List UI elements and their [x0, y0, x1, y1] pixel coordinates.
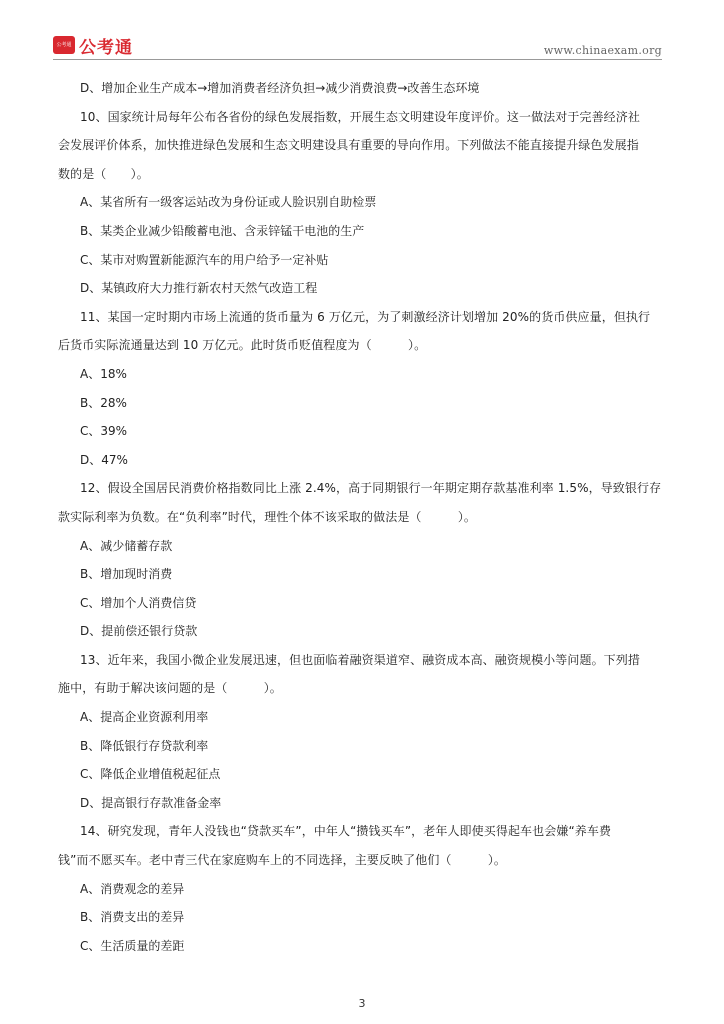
logo-badge-icon: 公考通: [53, 36, 75, 54]
answer-option: B、消费支出的差异: [80, 910, 185, 925]
question-text: 10、国家统计局每年公布各省份的绿色发展指数，开展生态文明建设年度评价。这一做法对于完善经济社: [80, 109, 640, 124]
answer-option: A、18%: [80, 366, 127, 381]
answer-option: A、减少储蓄存款: [80, 538, 173, 553]
answer-option: C、生活质量的差距: [80, 938, 185, 953]
answer-option: C、增加个人消费信贷: [80, 595, 197, 610]
question-text-continued: 施中，有助于解决该问题的是（ ）。: [58, 681, 282, 696]
answer-option: D、提前偿还银行贷款: [80, 624, 198, 639]
answer-option: A、消费观念的差异: [80, 881, 185, 896]
answer-option: D、某镇政府大力推行新农村天然气改造工程: [80, 281, 318, 296]
question-text-continued: 钱”而不愿买车。老中青三代在家庭购车上的不同选择，主要反映了他们（ ）。: [58, 853, 507, 868]
answer-option: C、某市对购置新能源汽车的用户给予一定补贴: [80, 252, 329, 267]
question-text: 14、研究发现，青年人没钱也“贷款买车”，中年人“攒钱买车”，老年人即使买得起车也会嫌“养车费: [80, 824, 612, 839]
question-text-continued: 款实际利率为负数。在“负利率”时代，理性个体不该采取的做法是（ ）。: [58, 509, 477, 524]
document-body: [58, 74, 670, 960]
answer-option: D、提高银行存款准备金率: [80, 795, 222, 810]
answer-option: B、降低银行存贷款利率: [80, 738, 209, 753]
question-text: 11、某国一定时期内市场上流通的货币量为 6 万亿元，为了刺激经济计划增加 20%的货币供应量，但执行: [80, 309, 651, 324]
answer-option: A、某省所有一级客运站改为身份证或人脸识别自助检票: [80, 195, 377, 210]
answer-option: A、提高企业资源利用率: [80, 710, 209, 725]
answer-option: B、增加现时消费: [80, 567, 173, 582]
answer-option: D、47%: [80, 452, 128, 467]
page-header: [0, 0, 724, 62]
page-number: 3: [358, 997, 366, 1010]
question-text: 13、近年来，我国小微企业发展迅速，但也面临着融资渠道窄、融资成本高、融资规模小等问题。下列措: [80, 652, 640, 667]
answer-option: C、降低企业增值税起征点: [80, 767, 221, 782]
answer-option: D、增加企业生产成本→增加消费者经济负担→减少消费浪费→改善生态环境: [80, 81, 480, 95]
logo-text: 公考通: [79, 37, 133, 58]
answer-option: B、28%: [80, 395, 127, 410]
site-url[interactable]: www.chinaexam.org: [543, 44, 662, 57]
question-text: 12、假设全国居民消费价格指数同比上涨 2.4%，高于同期银行一年期定期存款基准利率 1.5%，导致银行存: [80, 481, 662, 496]
answer-option: C、39%: [80, 424, 128, 439]
site-logo[interactable]: [53, 34, 133, 56]
header-divider: [53, 59, 662, 60]
question-text-continued: 会发展评价体系，加快推进绿色发展和生态文明建设具有重要的导向作用。下列做法不能直接提升绿色发展指: [58, 138, 639, 153]
question-text-continued: 后货币实际流通量达到 10 万亿元。此时货币贬值程度为（ ）。: [58, 338, 427, 353]
answer-option: B、某类企业减少铅酸蓄电池、含汞锌锰干电池的生产: [80, 223, 365, 238]
question-text-continued: 数的是（ ）。: [58, 166, 149, 181]
